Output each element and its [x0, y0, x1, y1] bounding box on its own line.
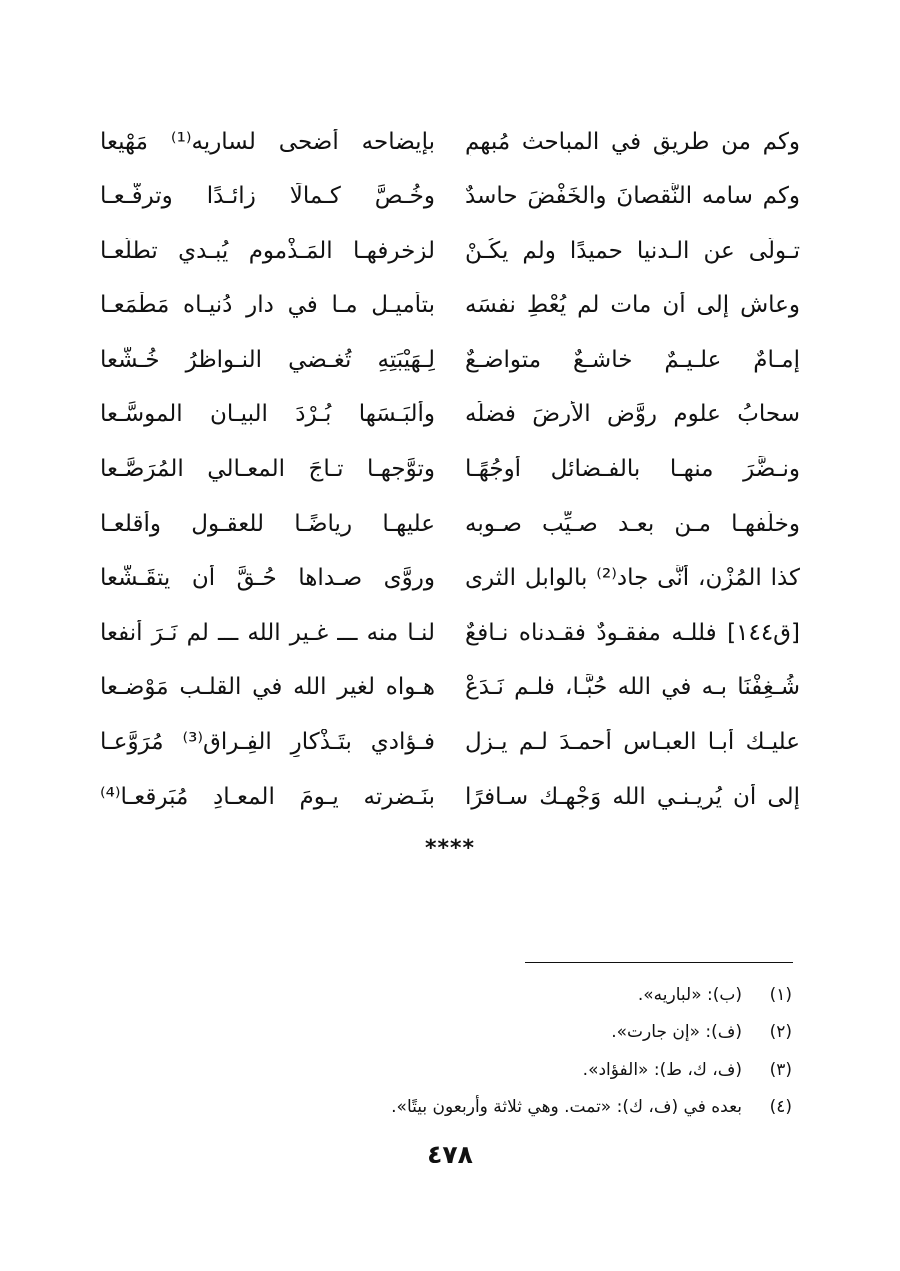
verse-second-hemistich: وخُـصَّ كـمالًا زائـدًا وترفُّـعـا — [100, 183, 435, 210]
footnote — [192, 976, 792, 1014]
verse — [100, 115, 800, 170]
footnotes — [192, 976, 792, 1126]
footnote-number: (١) — [769, 984, 792, 1005]
verse — [100, 279, 800, 334]
page-number: ٤٧٨ — [427, 1140, 473, 1169]
verse-second-hemistich: لزخرفهـا المَـذْمومِ يُبـدي تطلُّعـا — [100, 237, 435, 264]
footnote-number: (٤) — [769, 1097, 792, 1118]
verse-first-hemistich: إمـامٌ علـيـمٌ خاشـعٌ متواضـعٌ — [465, 346, 800, 373]
verse-first-hemistich: شُـغِفْنَا بـه في الله حُبًّـا، فلـم نَـدَعْ — [465, 674, 800, 701]
verse-second-hemistich: بإيضاحه أضحى لساريه⁽¹⁾ مَهْيعا — [100, 128, 435, 155]
verse — [100, 552, 800, 607]
footnote — [192, 1051, 792, 1089]
verse-first-hemistich: وعاش إلى أن مات لم يُعْطِ نفسَه — [465, 292, 800, 319]
verse-first-hemistich: كذا المُزْن، أنَّى جاد⁽²⁾ بالوابل الثرى — [465, 565, 800, 592]
verse — [100, 224, 800, 279]
verse-second-hemistich: وتوَّجهـا تـاجَ المعـالي المُرَصَّـعا — [100, 456, 435, 483]
footnote-text: (ف، ك، ط): «الفؤاد». — [582, 1059, 742, 1080]
verse-first-hemistich: عليـك أبـا العبـاس أحمـدَ لـم يـزل — [465, 729, 800, 756]
footnote-number: (٢) — [769, 1022, 792, 1043]
verse — [100, 170, 800, 225]
verse-first-hemistich: [ق١٤٤] فللـه مفقـودٌ فقـدناه نـافعٌ — [465, 619, 800, 646]
footnote-divider — [525, 962, 793, 963]
verse-first-hemistich: وكم سامه النُّقصانَ والخَفْضَ حاسدٌ — [465, 183, 800, 210]
verse-first-hemistich: ونـضَّرَ منهـا بالفـضائل أوجُهًـا — [465, 456, 800, 483]
footnote-text: بعده في (ف، ك): «تمت. وهي ثلاثة وأربعون بيتًا». — [391, 1097, 742, 1118]
verse — [100, 716, 800, 771]
verse-second-hemistich: لنـا منه ـــ غـير الله ـــ لم نَـرَ أنفعا — [100, 619, 435, 646]
verse — [100, 661, 800, 716]
verse-first-hemistich: إلى أن يُريـنـي الله وَجْهـك سـافرًا — [465, 783, 800, 810]
verse-second-hemistich: لِـهَيْبَتِهِ تُغـضي النـواظرُ خُـشَّعا — [100, 346, 435, 373]
section-separator: **** — [424, 836, 476, 861]
verse-second-hemistich: وروَّى صـداها حُـقَّ أن يتقَـشَّعا — [100, 565, 435, 592]
footnote — [192, 1014, 792, 1052]
poem — [100, 115, 800, 825]
footnote-text: (ب): «لباريه». — [637, 984, 742, 1005]
verse-second-hemistich: عليهـا رياضًـا للعقـول وأقلعـا — [100, 510, 435, 537]
verse-second-hemistich: بتأميـل مـا في دار دُنيـاه مَطْمَعـا — [100, 292, 435, 319]
verse-first-hemistich: وخلَّفهـا مـن بعـد صـيِّب صـوبه — [465, 510, 800, 537]
verse — [100, 770, 800, 825]
verse-second-hemistich: بنَـضرته يـومَ المعـادِ مُبَرقعـا⁽⁴⁾ — [100, 783, 435, 810]
verse-first-hemistich: وكم من طريقٍ في المباحث مُبهمٍ — [465, 128, 800, 155]
footnote — [192, 1089, 792, 1127]
verse — [100, 388, 800, 443]
verse-second-hemistich: هـواه لغير الله في القلـب مَوْضـعا — [100, 674, 435, 701]
footnote-number: (٣) — [769, 1059, 792, 1080]
verse-second-hemistich: وألبَـسَها بُـرْدَ البيـان الموسَّـعا — [100, 401, 435, 428]
verse — [100, 333, 800, 388]
footnote-text: (ف): «إن جارت». — [611, 1022, 742, 1043]
verse-second-hemistich: فـؤادي بتَـذْكارِ الفِـراق⁽³⁾ مُرَوَّعـا — [100, 729, 435, 756]
verse-first-hemistich: تـولَّى عن الـدنيا حميدًا ولم يكُـنْ — [465, 237, 800, 264]
verse-first-hemistich: سحابُ علوم روَّض الأرضَ فضلُه — [465, 401, 800, 428]
verse — [100, 606, 800, 661]
verse — [100, 443, 800, 498]
verse — [100, 497, 800, 552]
